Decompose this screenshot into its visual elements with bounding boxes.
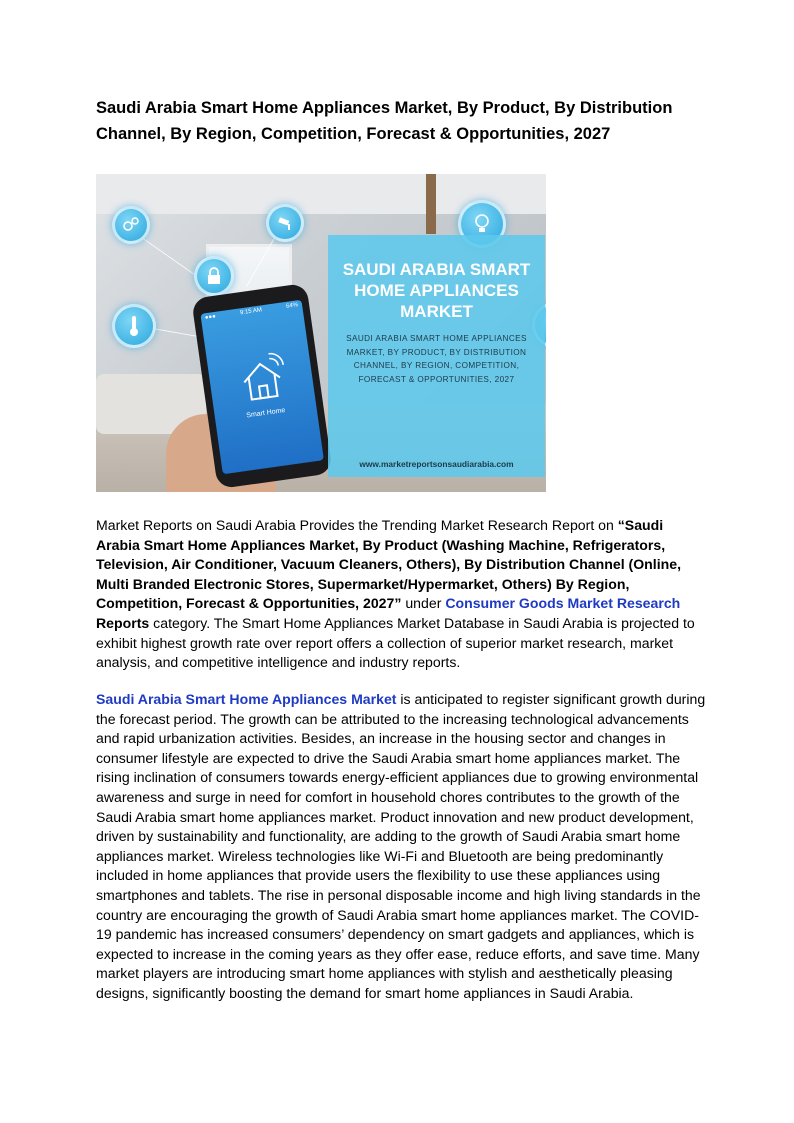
under-text: under	[401, 595, 446, 612]
thermometer-icon	[112, 304, 156, 348]
category-link[interactable]: Consumer Goods Market Research	[445, 595, 681, 612]
cover-card	[328, 235, 545, 477]
lock-icon	[194, 256, 234, 296]
intro-text: Market Reports on Saudi Arabia Provides the Trending Market Research Report on	[96, 517, 618, 533]
market-paragraph	[96, 690, 708, 1004]
phone-label: Smart Home	[245, 407, 286, 420]
cover-card-url: www.marketreportsonsaudiarabia.com	[359, 459, 514, 469]
phone-screen	[200, 300, 324, 475]
report-title-text: “Saudi Arabia Smart Home Appliances Market, By Product (Washing Machine, Refrigerators, Television, Air Conditioner, Vacuum Cleaners, Others), By Distribution Channel (Online, Multi Branded Electronic Stores, Supermarket/Hypermarket, Others) By Region, Competition, Forecast & Opportunities, 2027”	[96, 517, 681, 612]
intro-rest-text: category. The Smart Home Appliances Market Database in Saudi Arabia is projected to exhibit highest growth rate over report offers a collection of superior market research, market analysis, and competitive intelligence and industry reports.	[96, 614, 695, 671]
phone-status-bar: ●●● 9:15 AM 64%	[204, 302, 299, 322]
phone-battery: 64%	[285, 302, 299, 310]
security-camera-icon	[266, 204, 304, 242]
category-tail: Reports	[96, 614, 150, 631]
market-link[interactable]: Saudi Arabia Smart Home Appliances Market	[96, 691, 397, 707]
cover-card-subtitle: SAUDI ARABIA SMART HOME APPLIANCES MARKET, BY PRODUCT, BY DISTRIBUTION CHANNEL, BY REGION, COMPETITION, FORECAST & OPPORTUNITIES, 2027	[346, 334, 527, 384]
market-body-text: is anticipated to register significant growth during the forecast period. The growth can be attributed to the increasing technological advancements and rapid urbanization activities. Besides, an increase in the housing sector and changes in consumer lifestyle are expected to drive the Saudi Arabia smart home appliances market. The rising inclination of consumers towards energy-efficient appliances due to growing environmental awareness and surge in need for comfort in household chores contributes to the growth of the Saudi Arabia smart home appliances market. Product innovation and new product development, driven by sustainability and functionality, are adding to the growth of Saudi Arabia smart home appliances market. Wireless technologies like Wi-Fi and Bluetooth are being predominantly included in home appliances that provide users the flexibility to use these appliances using smartphones and tablets. The rise in personal disposable income and high living standards in the country are encouraging the growth of Saudi Arabia smart home appliances market. The COVID-19 pandemic has increased consumers’ dependency on smart gadgets and appliances, which is expected to increase in the coming years as they offer ease, reduce efforts, and save time. Many market players are introducing smart home appliances with stylish and aesthetically pleasing designs, significantly boosting the demand for smart home appliances in Saudi Arabia.	[96, 691, 706, 1001]
gears-icon	[112, 206, 150, 244]
page-title: Saudi Arabia Smart Home Appliances Market, By Product, By Distribution Channel, By Region, Competition, Forecast & Opportunities, 2027	[96, 99, 673, 143]
intro-paragraph	[96, 516, 708, 673]
ceiling-beam	[426, 174, 436, 234]
smart-home-icon	[233, 351, 292, 410]
report-cover-image	[96, 174, 546, 492]
cover-card-title: SAUDI ARABIA SMART HOME APPLIANCES MARKET	[342, 260, 531, 321]
phone-time: 9:15 AM	[239, 307, 263, 317]
